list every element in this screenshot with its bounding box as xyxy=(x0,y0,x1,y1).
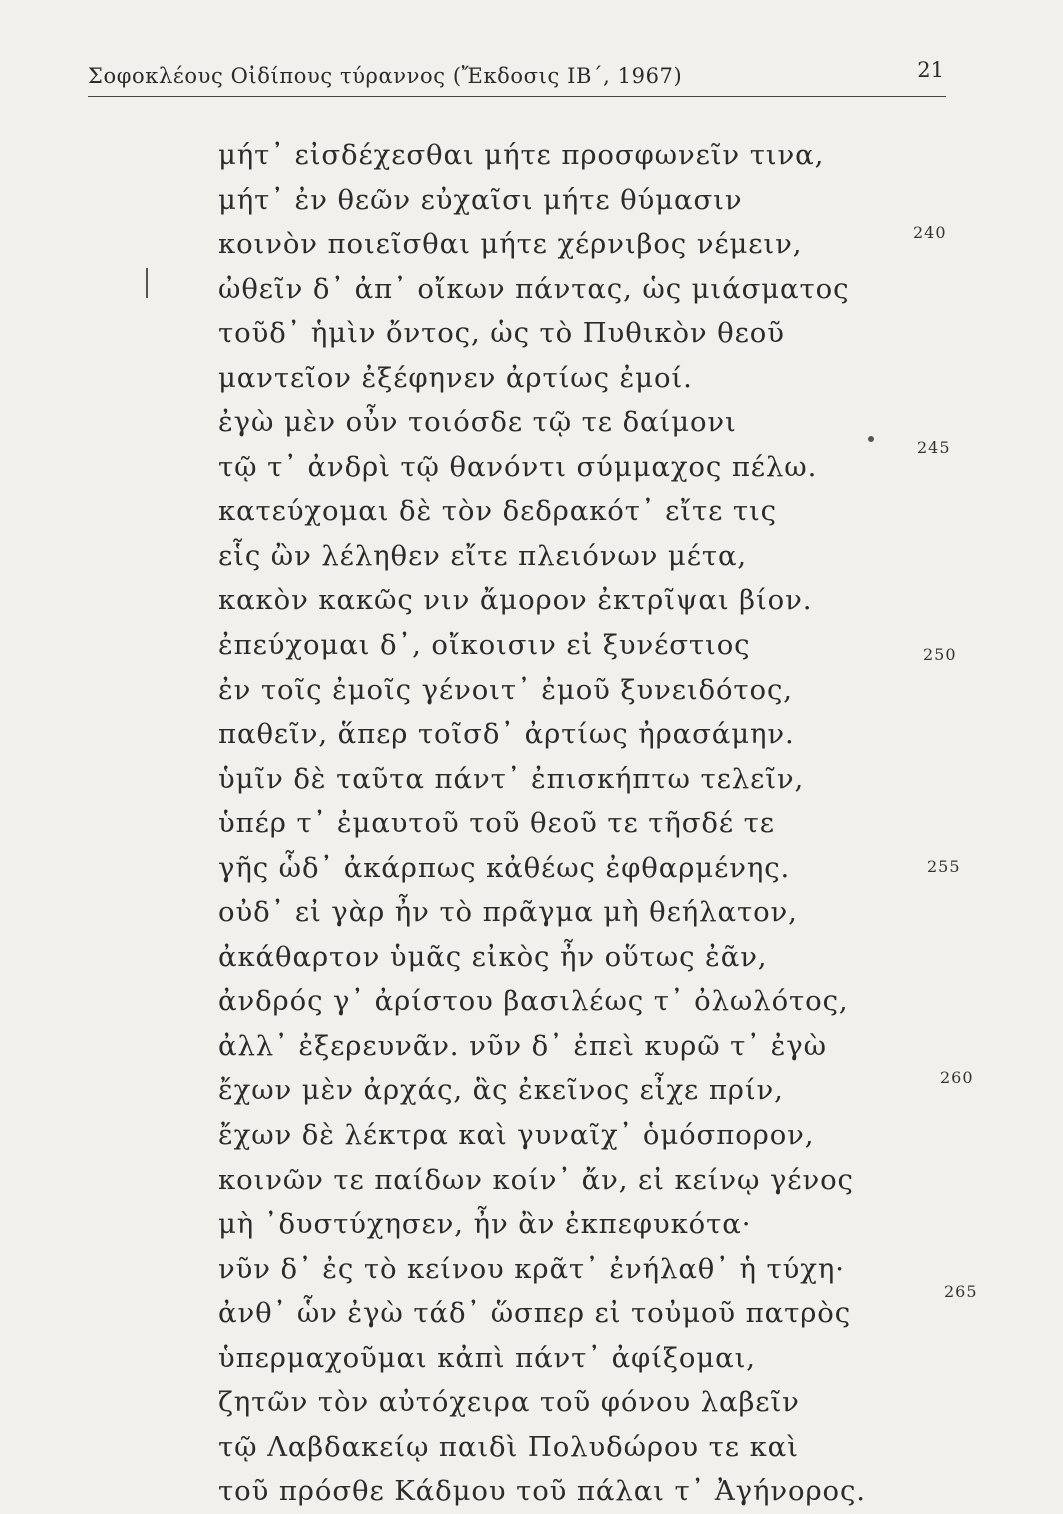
verse-line: ὠθεῖν δ᾽ ἀπ᾽ οἴκων πάντας, ὡς μιάσματος xyxy=(218,272,850,305)
verse-line: μαντεῖον ἐξέφηνεν ἀρτίως ἐμοί. xyxy=(218,361,693,394)
verse-text xyxy=(218,133,938,1514)
verse-line: γῆς ὧδ᾽ ἀκάρπως κἀθέως ἐφθαρμένης. xyxy=(218,851,791,884)
verse-line: ἔχων δὲ λέκτρα καὶ γυναῖχ᾽ ὁμόσπορον, xyxy=(218,1119,815,1152)
margin-dot xyxy=(868,436,874,442)
margin-mark xyxy=(146,268,148,298)
verse-line: ζητῶν τὸν αὐτόχειρα τοῦ φόνου λαβεῖν xyxy=(218,1386,800,1419)
verse-line: κατεύχομαι δὲ τὸν δεδρακότ᾽ εἴτε τις xyxy=(218,495,777,528)
line-number: 265 xyxy=(944,1282,978,1301)
verse-line: ἐπεύχομαι δ᾽, οἴκοισιν εἰ ξυνέστιος xyxy=(218,629,751,662)
verse-line: ὑπερμαχοῦμαι κἀπὶ πάντ᾽ ἀφίξομαι, xyxy=(218,1341,756,1374)
running-header xyxy=(88,60,946,97)
header-title: Σοφοκλέους Οἰδίπους τύραννος (Ἔκδοσις ΙΒ΄, 1967) xyxy=(88,64,683,88)
verse-line: κακὸν κακῶς νιν ἄμορον ἐκτρῖψαι βίον. xyxy=(218,584,813,617)
verse-line: ἀνθ᾽ ὧν ἐγὼ τάδ᾽ ὥσπερ εἰ τοὐμοῦ πατρὸς xyxy=(218,1297,852,1330)
verse-line: ἔχων μὲν ἀρχάς, ἃς ἐκεῖνος εἶχε πρίν, xyxy=(218,1074,784,1107)
verse-line: ὑπέρ τ᾽ ἐμαυτοῦ τοῦ θεοῦ τε τῆσδέ τε xyxy=(218,807,775,840)
verse-line: ἀλλ᾽ ἐξερευνᾶν. νῦν δ᾽ ἐπεὶ κυρῶ τ᾽ ἐγὼ xyxy=(218,1029,827,1062)
verse-line: τοῦδ᾽ ἡμὶν ὄντος, ὡς τὸ Πυθικὸν θεοῦ xyxy=(218,317,785,350)
verse-line: μήτ᾽ εἰσδέχεσθαι μήτε προσφωνεῖν τινα, xyxy=(218,139,825,171)
verse-line: ἐν τοῖς ἐμοῖς γένοιτ᾽ ἐμοῦ ξυνειδότος, xyxy=(218,673,793,706)
verse-line: μήτ᾽ ἐν θεῶν εὐχαῖσι μήτε θύμασιν xyxy=(218,183,743,216)
verse-line: νῦν δ᾽ ἐς τὸ κείνου κρᾶτ᾽ ἐνήλαθ᾽ ἡ τύχη· xyxy=(218,1252,845,1285)
verse-line: ὑμῖν δὲ ταῦτα πάντ᾽ ἐπισκήπτω τελεῖν, xyxy=(218,762,805,795)
line-number: 255 xyxy=(927,857,961,876)
verse-line: τῷ Λαβδακείῳ παιδὶ Πολυδώρου τε καὶ xyxy=(218,1430,799,1463)
verse-line: εἷς ὢν λέληθεν εἴτε πλειόνων μέτα, xyxy=(218,539,748,572)
verse-line: παθεῖν, ἅπερ τοῖσδ᾽ ἀρτίως ἠρασάμην. xyxy=(218,718,795,751)
verse-line: τῷ τ᾽ ἀνδρὶ τῷ θανόντι σύμμαχος πέλω. xyxy=(218,450,818,483)
verse-line: ἐγὼ μὲν οὖν τοιόσδε τῷ τε δαίμονι xyxy=(218,406,737,439)
line-number: 250 xyxy=(923,645,957,664)
page-number: 21 xyxy=(917,58,944,82)
verse-line: κοινὸν ποιεῖσθαι μήτε χέρνιβος νέμειν, xyxy=(218,228,803,261)
verse-line: ἀνδρός γ᾽ ἀρίστου βασιλέως τ᾽ ὀλωλότος, xyxy=(218,985,849,1018)
line-number: 260 xyxy=(940,1068,974,1087)
line-number: 245 xyxy=(917,438,951,457)
verse-line: μὴ ᾽δυστύχησεν, ἦν ἂν ἐκπεφυκότα· xyxy=(218,1208,752,1241)
verse-line: κοινῶν τε παίδων κοίν᾽ ἄν, εἰ κείνῳ γένος xyxy=(218,1163,854,1196)
verse-line: τοῦ πρόσθε Κάδμου τοῦ πάλαι τ᾽ Ἀγήνορος. xyxy=(218,1475,866,1508)
verse-line: οὐδ᾽ εἰ γὰρ ἦν τὸ πρᾶγμα μὴ θεήλατον, xyxy=(218,896,798,929)
line-number: 240 xyxy=(913,223,947,242)
verse-line: ἀκάθαρτον ὑμᾶς εἰκὸς ἦν οὕτως ἐᾶν, xyxy=(218,940,768,973)
